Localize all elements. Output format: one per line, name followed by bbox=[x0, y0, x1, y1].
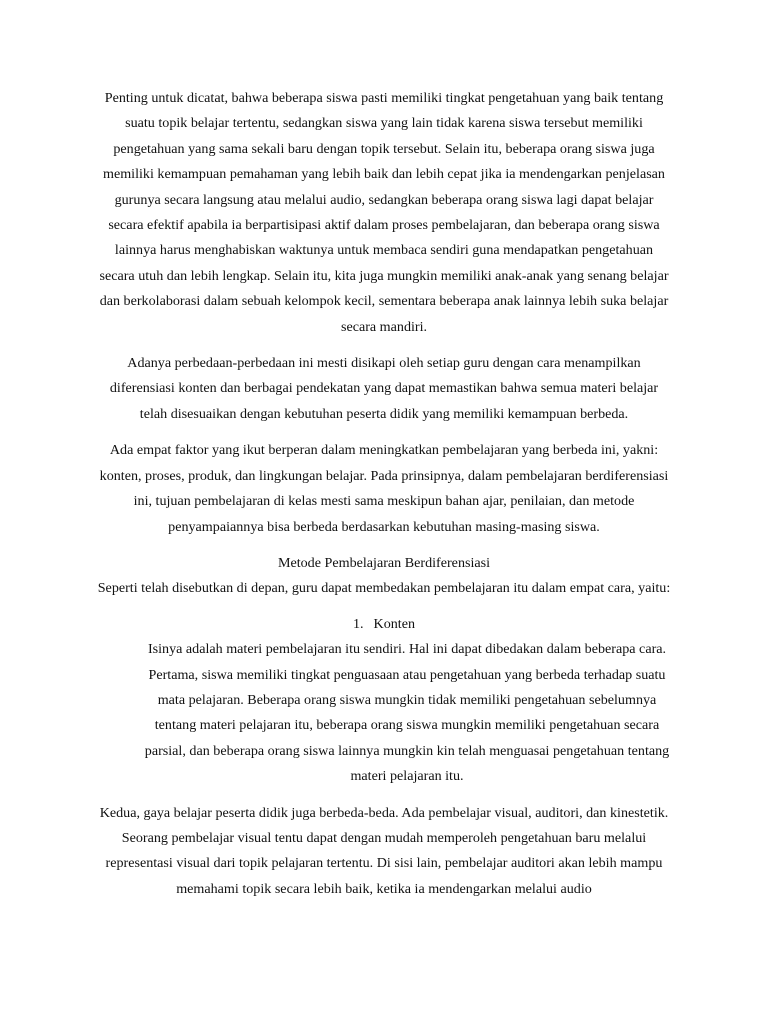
closing-paragraph: Kedua, gaya belajar peserta didik juga berbeda-beda. Ada pembelajar visual, auditori, dan kinestetik. Seorang pembelajar visual tentu dapat dengan mudah memperoleh pengetahuan baru melalui representasi visual dari topik pelajaran tertentu. Di sisi lain, pembelajar auditori akan lebih mampu memahami topik secara lebih baik, ketika ia mendengarkan melalui audio bbox=[99, 804, 669, 897]
paragraph-3: Ada empat faktor yang ikut berperan dalam meningkatkan pembelajaran yang berbeda ini, yakni: konten, proses, produk, dan lingkungan belajar. Pada prinsipnya, dalam pembelajaran berdiferensiasi ini, tujuan pembelajaran di kelas mesti sama meskipun bahan ajar, penilaian, dan metode penyampaiannya bisa berbeda berdasarkan kebutuhan masing-masing siswa. bbox=[99, 442, 669, 535]
list-item-body: Isinya adalah materi pembelajaran itu sendiri. Hal ini dapat dibedakan dalam beberapa cara. Pertama, siswa memiliki tingkat penguasaan atau pengetahuan yang berbeda terhadap suatu mata pelajaran. Beberapa orang siswa mungkin tidak memiliki pengetahuan sebelumnya tentang materi pelajaran itu, beberapa orang siswa mungkin memiliki pengetahuan secara parsial, dan beberapa orang siswa lainnya mungkin kin telah menguasai pengetahuan tentang materi pelajaran itu. bbox=[144, 641, 670, 785]
paragraph-1: Penting untuk dicatat, bahwa beberapa siswa pasti memiliki tingkat pengetahuan yang baik tentang suatu topik belajar tertentu, sedangkan siswa yang lain tidak karena siswa tersebut memiliki pengetahuan yang sama sekali baru dengan topik tersebut. Selain itu, beberapa orang siswa juga memiliki kemampuan pemahaman yang lebih baik dan lebih cepat jika ia mendengarkan penjelasan gurunya secara langsung atau melalui audio, sedangkan beberapa orang siswa lagi dapat belajar secara efektif apabila ia berpartisipasi aktif dalam proses pembelajaran, dan beberapa orang siswa lainnya harus menghabiskan waktunya untuk membaca sendiri guna mendapatkan pengetahuan secara utuh dan lebih lengkap. Selain itu, kita juga mungkin memiliki anak-anak yang senang belajar dan berkolaborasi dalam sebuah kelompok kecil, sementara beberapa anak lainnya lebih suka belajar secara mandiri. bbox=[99, 90, 669, 335]
section-heading: Metode Pembelajaran Berdiferensiasi bbox=[277, 554, 491, 571]
document-page bbox=[96, 86, 672, 913]
list-item-title: Konten bbox=[373, 615, 416, 632]
list-item-number: 1. bbox=[352, 615, 364, 632]
list-item-konten bbox=[96, 612, 672, 637]
paragraph-2: Adanya perbedaan-perbedaan ini mesti disikapi oleh setiap guru dengan cara menampilkan diferensiasi konten dan berbagai pendekatan yang dapat memastikan bahwa semua materi belajar telah disesuaikan dengan kebutuhan peserta didik yang memiliki kemampuan berbeda. bbox=[109, 355, 659, 422]
section-intro: Seperti telah disebutkan di depan, guru dapat membedakan pembelajaran itu dalam empat cara, yaitu: bbox=[97, 580, 671, 597]
